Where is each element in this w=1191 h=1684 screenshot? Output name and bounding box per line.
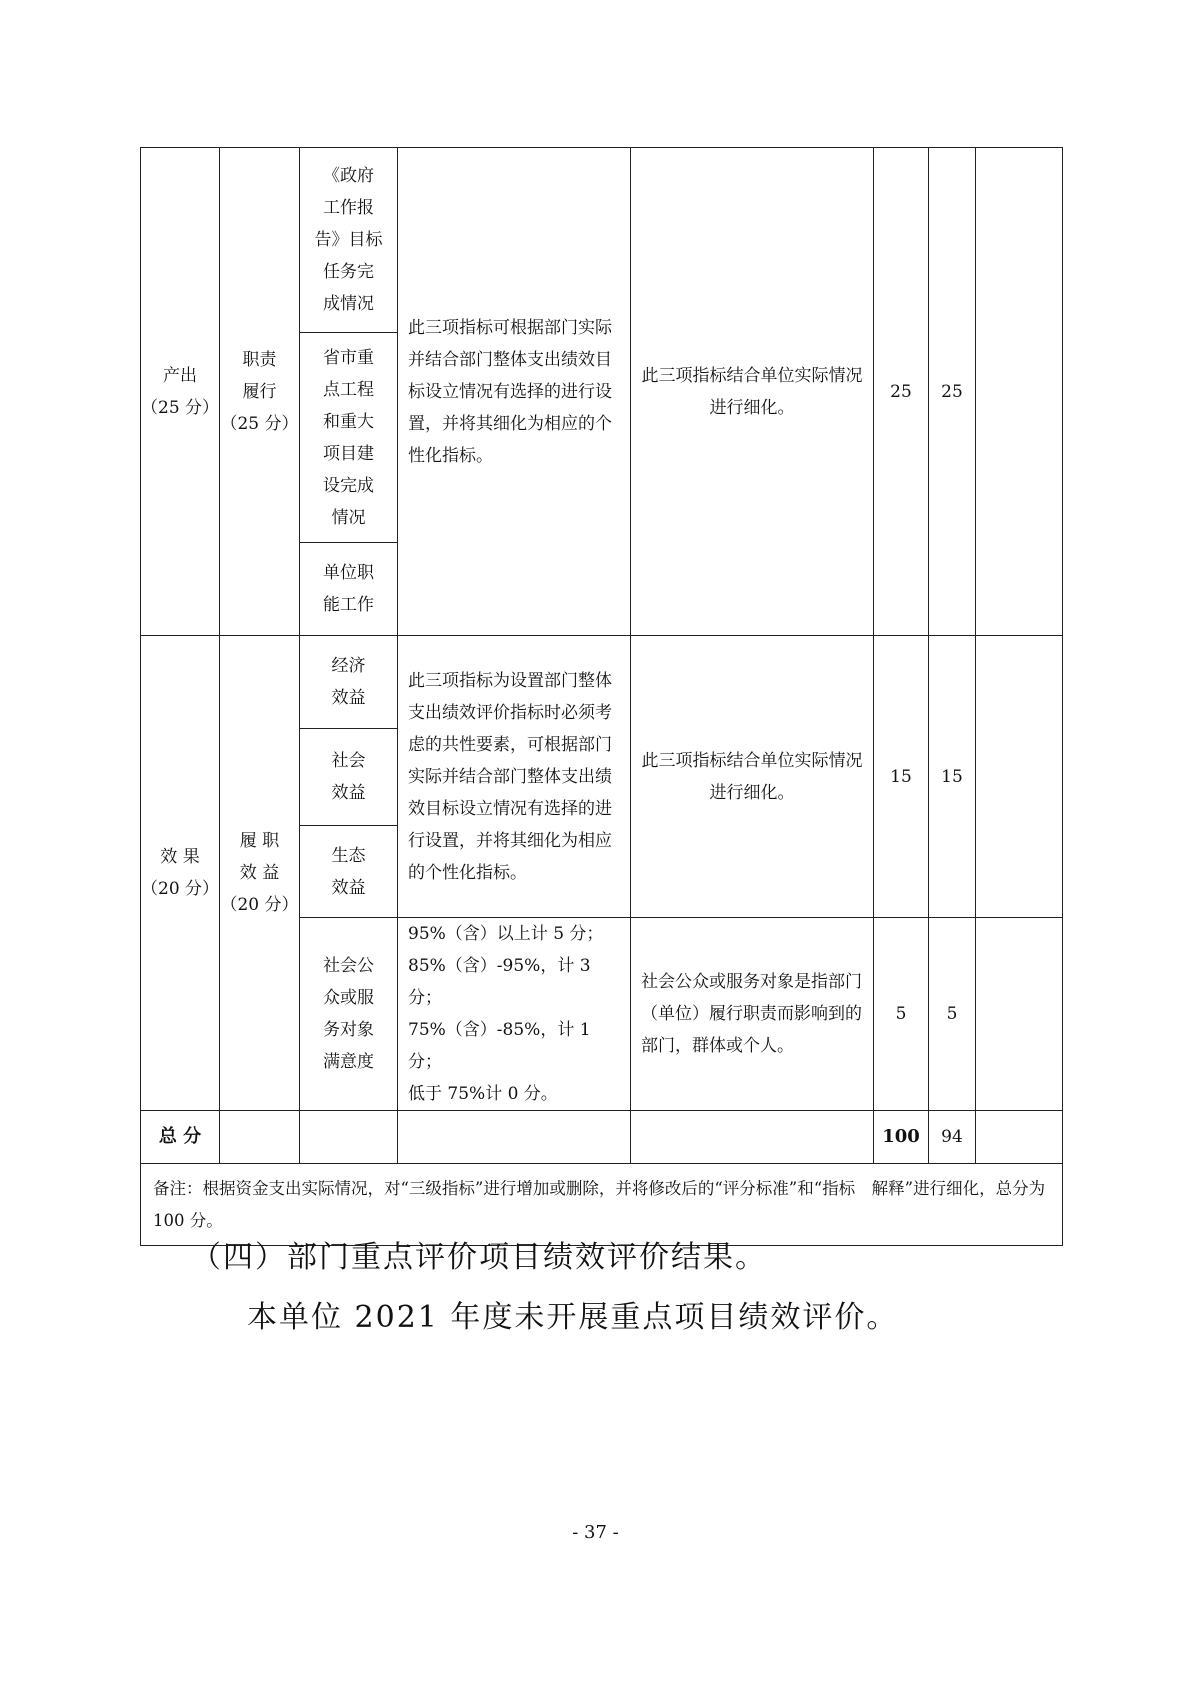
- total-score: 94: [929, 1111, 976, 1164]
- output-level1: 产出 （25 分）: [141, 148, 220, 636]
- effect-score: 15: [929, 636, 976, 918]
- effect-level2: 履 职 效 益 （20 分）: [220, 636, 300, 1111]
- satisfaction-score: 5: [929, 918, 976, 1111]
- total-row: [141, 1111, 1063, 1164]
- total-label: 总 分: [141, 1111, 220, 1164]
- output-remark: [976, 148, 1063, 636]
- effect-explanation: 此三项指标结合单位实际情况进行细化。: [631, 636, 874, 918]
- table-row: [141, 148, 1063, 333]
- effect-item-social: 社会 效益: [300, 729, 398, 826]
- satisfaction-explanation: 社会公众或服务对象是指部门（单位）履行职责而影响到的部门，群体或个人。: [631, 918, 874, 1111]
- effect-level1: 效 果 （20 分）: [141, 636, 220, 1111]
- satisfaction-criteria: 95%（含）以上计 5 分； 85%（含）-95%，计 3 分； 75%（含）-85%，计 1 分； 低于 75%计 0 分。: [398, 918, 631, 1111]
- evaluation-table: [140, 147, 1063, 1246]
- effect-criteria: 此三项指标为设置部门整体支出绩效评价指标时必须考虑的共性要素，可根据部门实际并结合部门整体支出绩效目标设立情况有选择的进行设置，并将其细化为相应的个性化指标。: [398, 636, 631, 918]
- page-number: - 37 -: [572, 1522, 619, 1543]
- effect-item-ecological: 生态 效益: [300, 826, 398, 918]
- output-criteria: 此三项指标可根据部门实际并结合部门整体支出绩效目标设立情况有选择的进行设置，并将其细化为相应的个性化指标。: [398, 148, 631, 636]
- effect-max-score: 15: [874, 636, 929, 918]
- table-note: 备注：根据资金支出实际情况，对“三级指标”进行增加或删除，并将修改后的“评分标准”和“指标 解释”进行细化，总分为 100 分。: [141, 1164, 1063, 1246]
- total-empty-cell: [300, 1111, 398, 1164]
- total-empty-cell: [220, 1111, 300, 1164]
- table-row: [141, 636, 1063, 729]
- output-item-gov-report: 《政府 工作报 告》目标 任务完 成情况: [300, 148, 398, 333]
- output-item-key-projects: 省市重 点工程 和重大 项目建 设完成 情况: [300, 333, 398, 543]
- body-paragraph: 本单位 2021 年度未开展重点项目绩效评价。: [247, 1300, 899, 1335]
- satisfaction-item: 社会公 众或服 务对象 满意度: [300, 918, 398, 1111]
- effect-item-economic: 经济 效益: [300, 636, 398, 729]
- output-explanation: 此三项指标结合单位实际情况进行细化。: [631, 148, 874, 636]
- total-empty-cell: [398, 1111, 631, 1164]
- satisfaction-max-score: 5: [874, 918, 929, 1111]
- output-max-score: 25: [874, 148, 929, 636]
- total-remark: [976, 1111, 1063, 1164]
- satisfaction-remark: [976, 918, 1063, 1111]
- section-heading: （四）部门重点评价项目绩效评价结果。: [191, 1240, 767, 1275]
- output-level2: 职责 履行 （25 分）: [220, 148, 300, 636]
- output-score: 25: [929, 148, 976, 636]
- total-empty-cell: [631, 1111, 874, 1164]
- effect-remark: [976, 636, 1063, 918]
- output-item-unit-functions: 单位职 能工作: [300, 543, 398, 636]
- total-max-score: 100: [874, 1111, 929, 1164]
